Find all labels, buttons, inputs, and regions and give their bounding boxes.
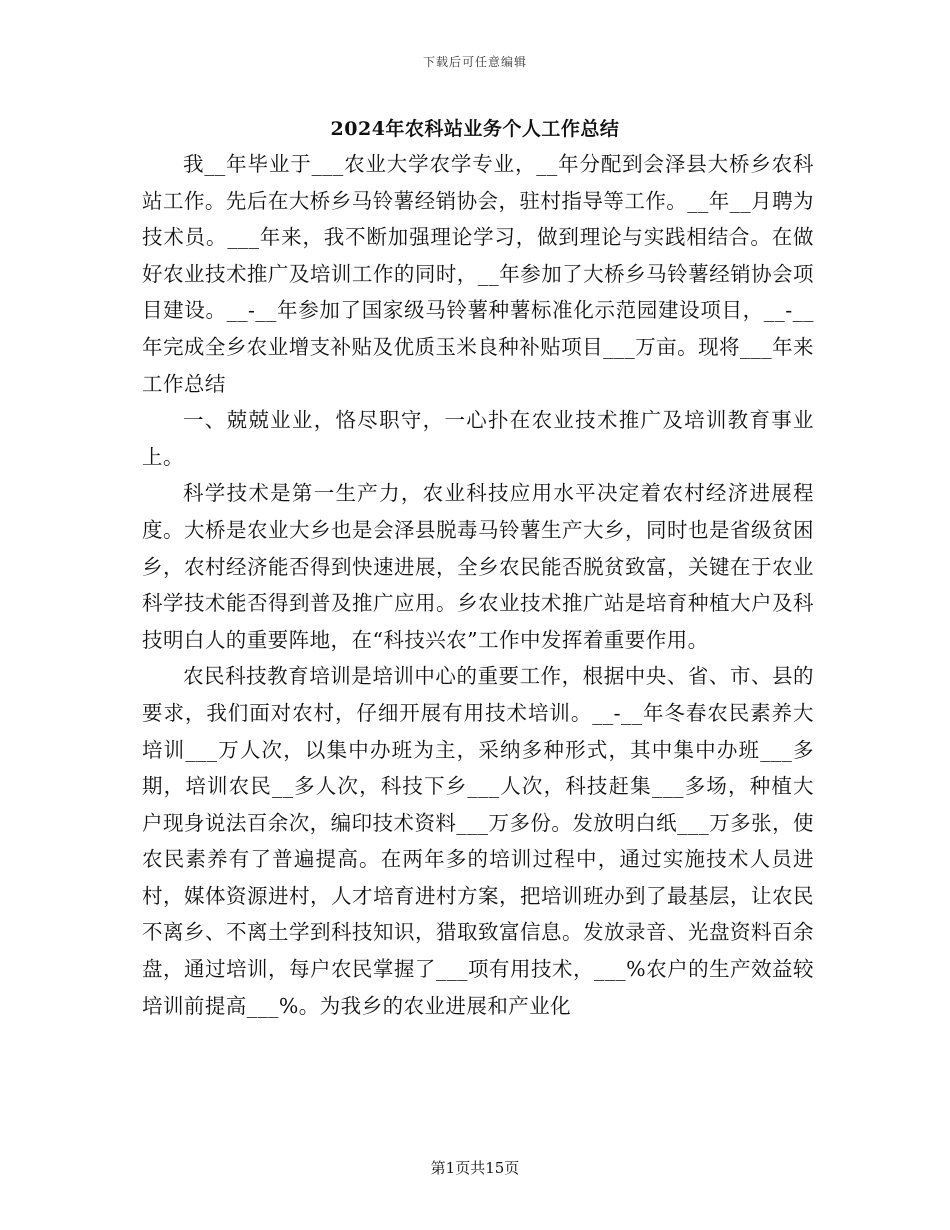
paragraph: 农民科技教育培训是培训中心的重要工作，根据中央、省、市、县的要求，我们面对农村，仔细开展有用技术培训。__-__年冬春农民素养大培训___万人次，以集中办班为主，采纳多种形式，其中集中办班___多期，培训农民__多人次，科技下乡___人次，科技赶集___多场，种植大户现身说法百余次，编印技术资料___万多份。发放明白纸___万多张，使农民素养有了普遍提高。在两年多的培训过程中，通过实施技术人员进村，媒体资源进村，人才培育进村方案，把培训班办到了最基层，让农民不离乡、不离土学到科技知识，猎取致富信息。发放录音、光盘资料百余盘，通过培训，每户农民掌握了___项有用技术，___%农户的生产效益较培训前提高___%。为我乡的农业进展和产业化 [142,664,814,1018]
page-number: 第1页共15页 [430,1159,520,1177]
header-note: 下载后可任意编辑 [422,55,527,69]
paragraph: 我__年毕业于___农业大学农学专业，__年分配到会泽县大桥乡农科站工作。先后在大桥乡马铃薯经销协会，驻村指导等工作。__年__月聘为技术员。___年来，我不断加强理论学习，做到理论与实践相结合。在做好农业技术推广及培训工作的同时，__年参加了大桥乡马铃薯经销协会项目建设。__-__年参加了国家级马铃薯种薯标准化示范园建设项目，__-__年完成全乡农业增支补贴及优质玉米良种补贴项目___万亩。现将___年来工作总结 [142,152,814,396]
document-title: 2024年农科站业务个人工作总结 [330,118,620,140]
document-body [142,146,814,1024]
paragraph: 一、兢兢业业，恪尽职守，一心扑在农业技术推广及培训教育事业上。 [142,408,814,469]
paragraph: 科学技术是第一生产力，农业科技应用水平决定着农村经济进展程度。大桥是农业大乡也是会泽县脱毒马铃薯生产大乡，同时也是省级贫困乡，农村经济能否得到快速进展，全乡农民能否脱贫致富，关键在于农业科学技术能否得到普及推广应用。乡农业技术推广站是培育种植大户及科技明白人的重要阵地，在“科技兴农”工作中发挥着重要作用。 [142,481,814,652]
